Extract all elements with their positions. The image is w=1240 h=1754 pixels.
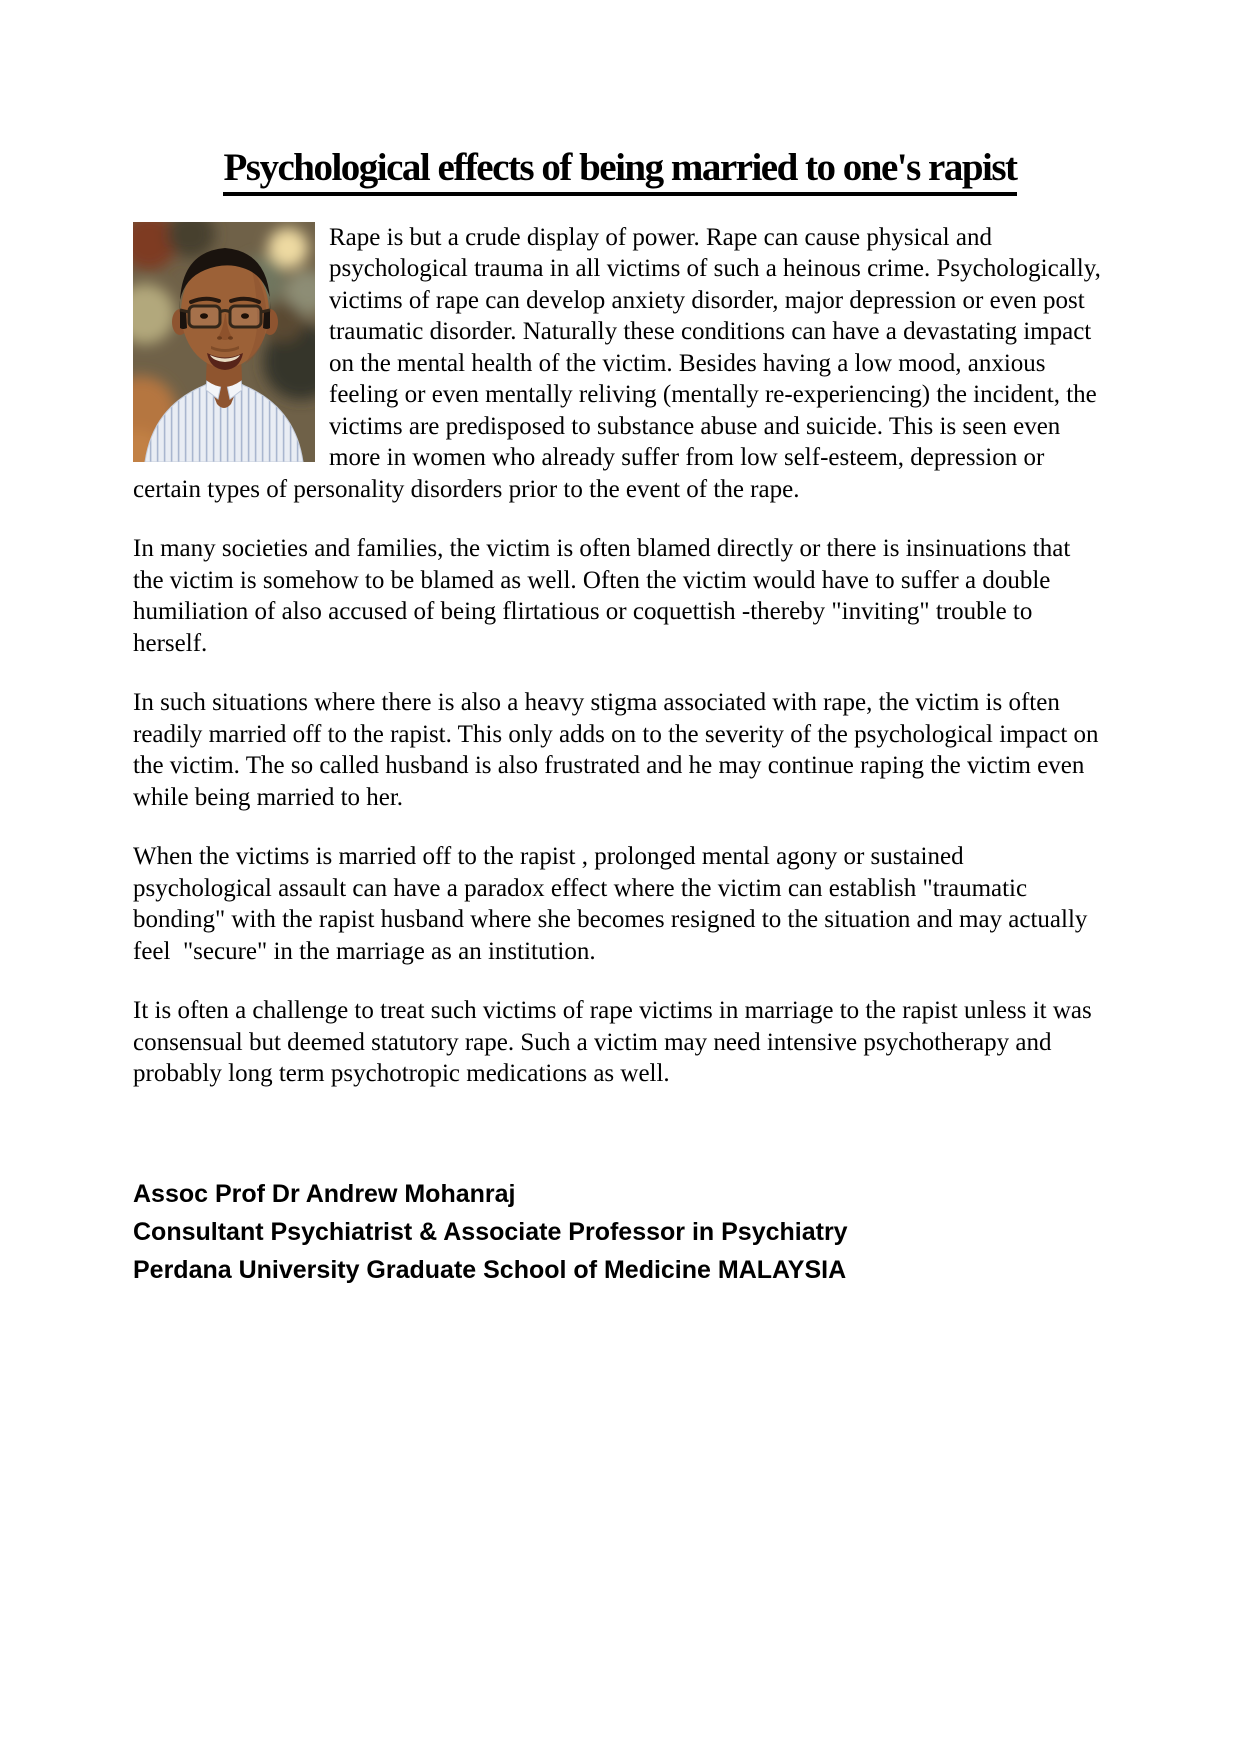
author-photo (133, 222, 315, 462)
paragraph-1: Rape is but a crude display of power. Rape can cause physical and psychological trauma in all victims of such a heinous crime. Psychologically, victims of rape can develop anxiety disorder, major depression or even post traumatic disorder. Naturally these conditions can have a devastating impact on the mental health of the victim. Besides having a low mood, anxious feeling or even mentally reliving (mentally re-experiencing) the incident, the victims are predisposed to substance abuse and suicide. This is seen even more in women who already suffer from low self-esteem, depression or certain types of personality disorders prior to the event of the rape. (133, 223, 1108, 503)
signature-author-institution: Perdana University Graduate School of Medicine MALAYSIA (133, 1255, 847, 1284)
author-photo-image (133, 222, 315, 462)
signature-author-name: Assoc Prof Dr Andrew Mohanraj (133, 1179, 516, 1208)
article-body (133, 222, 1107, 1289)
signature-author-title: Consultant Psychiatrist & Associate Professor in Psychiatry (133, 1217, 848, 1246)
paragraph-4: When the victims is married off to the rapist , prolonged mental agony or sustained psychological assault can have a paradox effect where the victim can establish "traumatic bonding" with the rapist husband where she becomes resigned to the situation and may actually feel "secure" in the marriage as an institution. (133, 843, 1094, 965)
paragraph-5: It is often a challenge to treat such victims of rape victims in marriage to the rapist unless it was consensual but deemed statutory rape. Such a victim may need intensive psychotherapy and probably long term psychotropic medications as well. (133, 997, 1099, 1088)
page-title (133, 146, 1107, 196)
paragraph-2: In many societies and families, the victim is often blamed directly or there is insinuations that the victim is somehow to be blamed as well. Often the victim would have to suffer a double humiliation of also accused of being flirtatious or coquettish -thereby "inviting" trouble to herself. (133, 535, 1077, 657)
paragraph-3: In such situations where there is also a heavy stigma associated with rape, the victim is often readily married off to the rapist. This only adds on to the severity of the psychological impact on the victim. The so called husband is also frustrated and he may continue raping the victim even while being married to her. (133, 689, 1105, 811)
signature-block (133, 1175, 1107, 1289)
page-title-text: Psychological effects of being married to one's rapist (223, 146, 1016, 196)
